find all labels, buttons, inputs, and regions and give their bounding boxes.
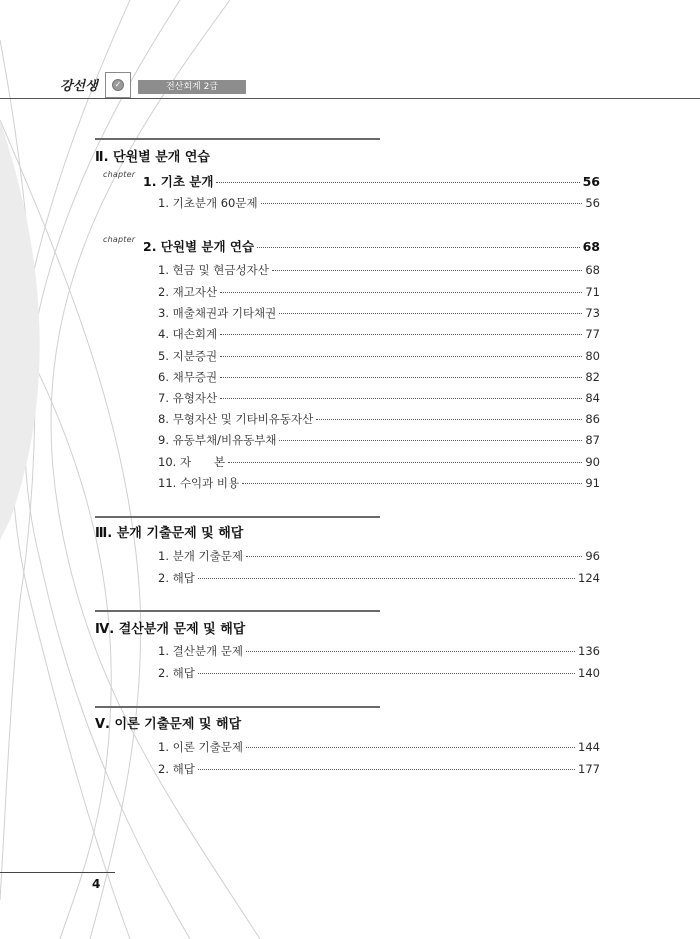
toc-label: 2. 해답 [158,762,195,776]
toc-label: 3. 매출채권과 기타채권 [158,306,277,320]
toc-page: 177 [578,762,600,776]
toc-item[interactable] [158,739,600,755]
toc-page: 136 [578,644,600,658]
toc-leader [261,202,583,204]
toc-leader [198,577,575,579]
toc-page: 82 [585,370,600,384]
toc-leader [220,291,582,293]
toc-page: 96 [585,549,600,563]
section-title: Ⅲ. 분개 기출문제 및 해답 [95,526,244,541]
toc-leader [279,439,582,441]
toc-label: 7. 유형자산 [158,391,218,405]
toc-label: 1. 기초 분개 [143,174,214,189]
toc-chapter[interactable] [143,172,600,190]
check-circle-icon: ✓ [112,79,124,91]
toc-leader [220,376,582,378]
toc-chapter[interactable] [143,237,600,255]
toc-item[interactable] [158,284,600,300]
toc-label: 2. 해답 [158,666,195,680]
toc-leader [279,312,582,314]
toc-item[interactable] [158,570,600,586]
toc-item[interactable] [158,305,600,321]
toc-leader [242,482,582,484]
header-divider [0,98,700,99]
toc-label: 4. 대손회계 [158,327,218,341]
toc-item[interactable] [158,195,600,211]
toc-item[interactable] [158,369,600,385]
toc-label: 1. 기초분개 60문제 [158,196,258,210]
section-divider [95,706,380,708]
toc-label: 1. 결산분개 문제 [158,644,243,658]
toc-item[interactable] [158,643,600,659]
toc-label: 1. 이론 기출문제 [158,740,243,754]
toc-leader [316,418,582,420]
toc-item[interactable] [158,432,600,448]
toc-label: 10. 자 본 [158,455,226,469]
footer-divider [0,872,115,873]
toc-leader [257,246,580,248]
toc-label: 1. 현금 및 현금성자산 [158,263,269,277]
section-title: Ⅱ. 단원별 분개 연습 [95,150,210,165]
toc-leader [220,397,582,399]
page-number: 4 [92,877,101,891]
section-divider [95,610,380,612]
toc-page: 68 [582,239,600,254]
brand-logo: 강선생 [60,79,98,94]
toc-item[interactable] [158,475,600,491]
toc-item[interactable] [158,348,600,364]
toc-page: 90 [585,455,600,469]
toc-page: 73 [585,306,600,320]
toc-label: 1. 분개 기출문제 [158,549,243,563]
toc-label: 6. 채무증권 [158,370,218,384]
toc-leader [216,181,579,183]
toc-page: 86 [585,412,600,426]
toc-leader [272,269,583,271]
toc-page: 140 [578,666,600,680]
toc-label: 5. 지분증권 [158,349,218,363]
toc-label: 8. 무형자산 및 기타비유동자산 [158,412,314,426]
toc-item[interactable] [158,761,600,777]
toc-leader [220,355,582,357]
toc-page: 80 [585,349,600,363]
toc-page: 56 [582,174,600,189]
toc-page: 91 [585,476,600,490]
toc-label: 9. 유동부채/비유동부채 [158,433,277,447]
toc-label: 2. 단원별 분개 연습 [143,239,255,254]
toc-page: 68 [585,263,600,277]
toc-leader [246,746,575,748]
toc-leader [228,461,582,463]
toc-item[interactable] [158,390,600,406]
toc-page: 56 [585,196,600,210]
section-title: Ⅴ. 이론 기출문제 및 해답 [95,717,242,732]
toc-page: 144 [578,740,600,754]
toc-page: 87 [585,433,600,447]
toc-item[interactable] [158,326,600,342]
section-divider [95,516,380,518]
toc-page: 77 [585,327,600,341]
toc-leader [246,650,575,652]
toc-page: 124 [578,571,600,585]
chapter-tag: chapter [103,170,136,179]
toc-item[interactable] [158,665,600,681]
toc-page: 84 [585,391,600,405]
toc-leader [220,333,582,335]
toc-item[interactable] [158,411,600,427]
toc-item[interactable] [158,548,600,564]
toc-item[interactable] [158,454,600,470]
toc-leader [246,555,582,557]
toc-item[interactable] [158,262,600,278]
toc-label: 11. 수익과 비용 [158,476,240,490]
section-title: Ⅳ. 결산분개 문제 및 해답 [95,622,246,637]
toc-label: 2. 해답 [158,571,195,585]
badge [105,72,131,98]
chapter-tag: chapter [103,235,136,244]
toc-label: 2. 재고자산 [158,285,218,299]
section-divider [95,138,380,140]
toc-page: 71 [585,285,600,299]
toc-leader [198,768,575,770]
subject-label: 전산회계 2급 [138,80,246,94]
toc-leader [198,672,575,674]
